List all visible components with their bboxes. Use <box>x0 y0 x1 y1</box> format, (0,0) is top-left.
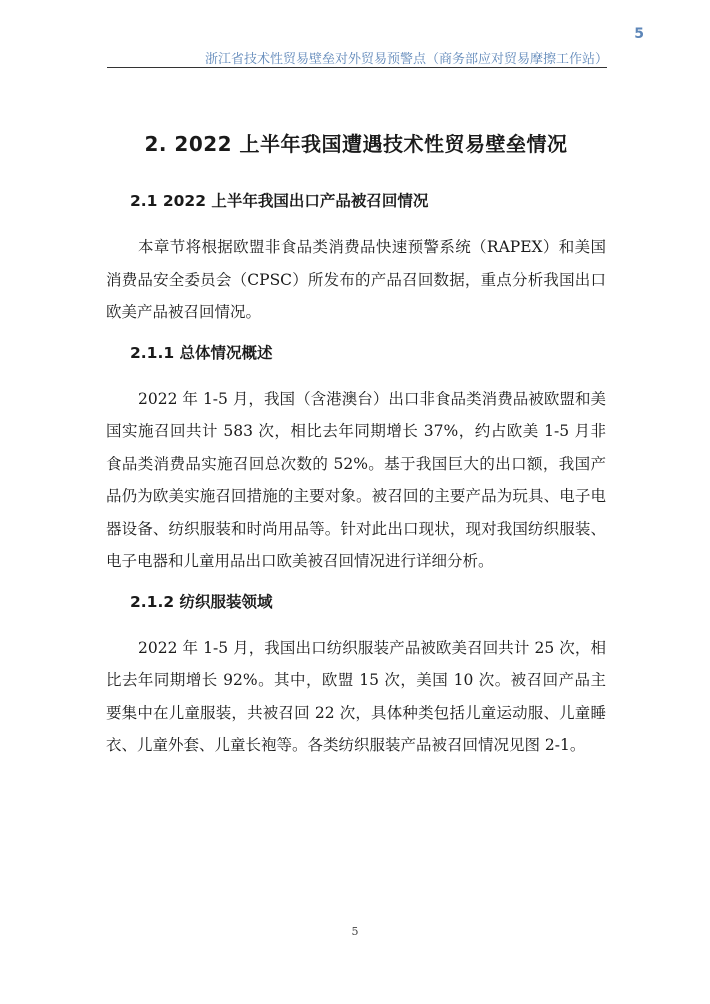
footer-page-number: 5 <box>351 925 359 938</box>
page-corner-number: 5 <box>634 26 644 42</box>
paragraph: 本章节将根据欧盟非食品类消费品快速预警系统（RAPEX）和美国消费品安全委员会（CPSC）所发布的产品召回数据，重点分析我国出口欧美产品被召回情况。 <box>106 238 606 321</box>
chapter-title: 2. 2022 上半年我国遭遇技术性贸易壁垒情况 <box>144 132 568 156</box>
running-header: 浙江省技术性贸易壁垒对外贸易预警点（商务部应对贸易摩擦工作站） <box>204 52 608 67</box>
paragraph: 2022 年 1-5 月，我国出口纺织服装产品被欧美召回共计 25 次，相比去年同期增长 92%。其中，欧盟 15 次，美国 10 次。被召回产品主要集中在儿童服装，共被召回 22 次，具体种类包括儿童运动服、儿童睡衣、儿童外套、儿童长袍等。各类纺织服装产品被召回情况见图 2-1。 <box>106 638 606 754</box>
paragraph: 2022 年 1-5 月，我国（含港澳台）出口非食品类消费品被欧盟和美国实施召回共计 583 次，相比去年同期增长 37%，约占欧美 1-5 月非食品类消费品实施召回总次数的 52%。基于我国巨大的出口额，我国产品仍为欧美实施召回措施的主要对象。被召回的主要产品为玩具、电子电器设备、纺织服装和时尚用品等。针对此出口现状，现对我国纺织服装、电子电器和儿童用品出口欧美被召回情况进行详细分析。 <box>106 389 606 570</box>
subsection-title: 2.1.1 总体情况概述 <box>130 343 273 362</box>
section-title: 2.1 2022 上半年我国出口产品被召回情况 <box>130 192 429 210</box>
document-body <box>106 128 606 770</box>
header-rule <box>107 67 607 68</box>
subsection-title: 2.1.2 纺织服装领域 <box>130 592 273 611</box>
